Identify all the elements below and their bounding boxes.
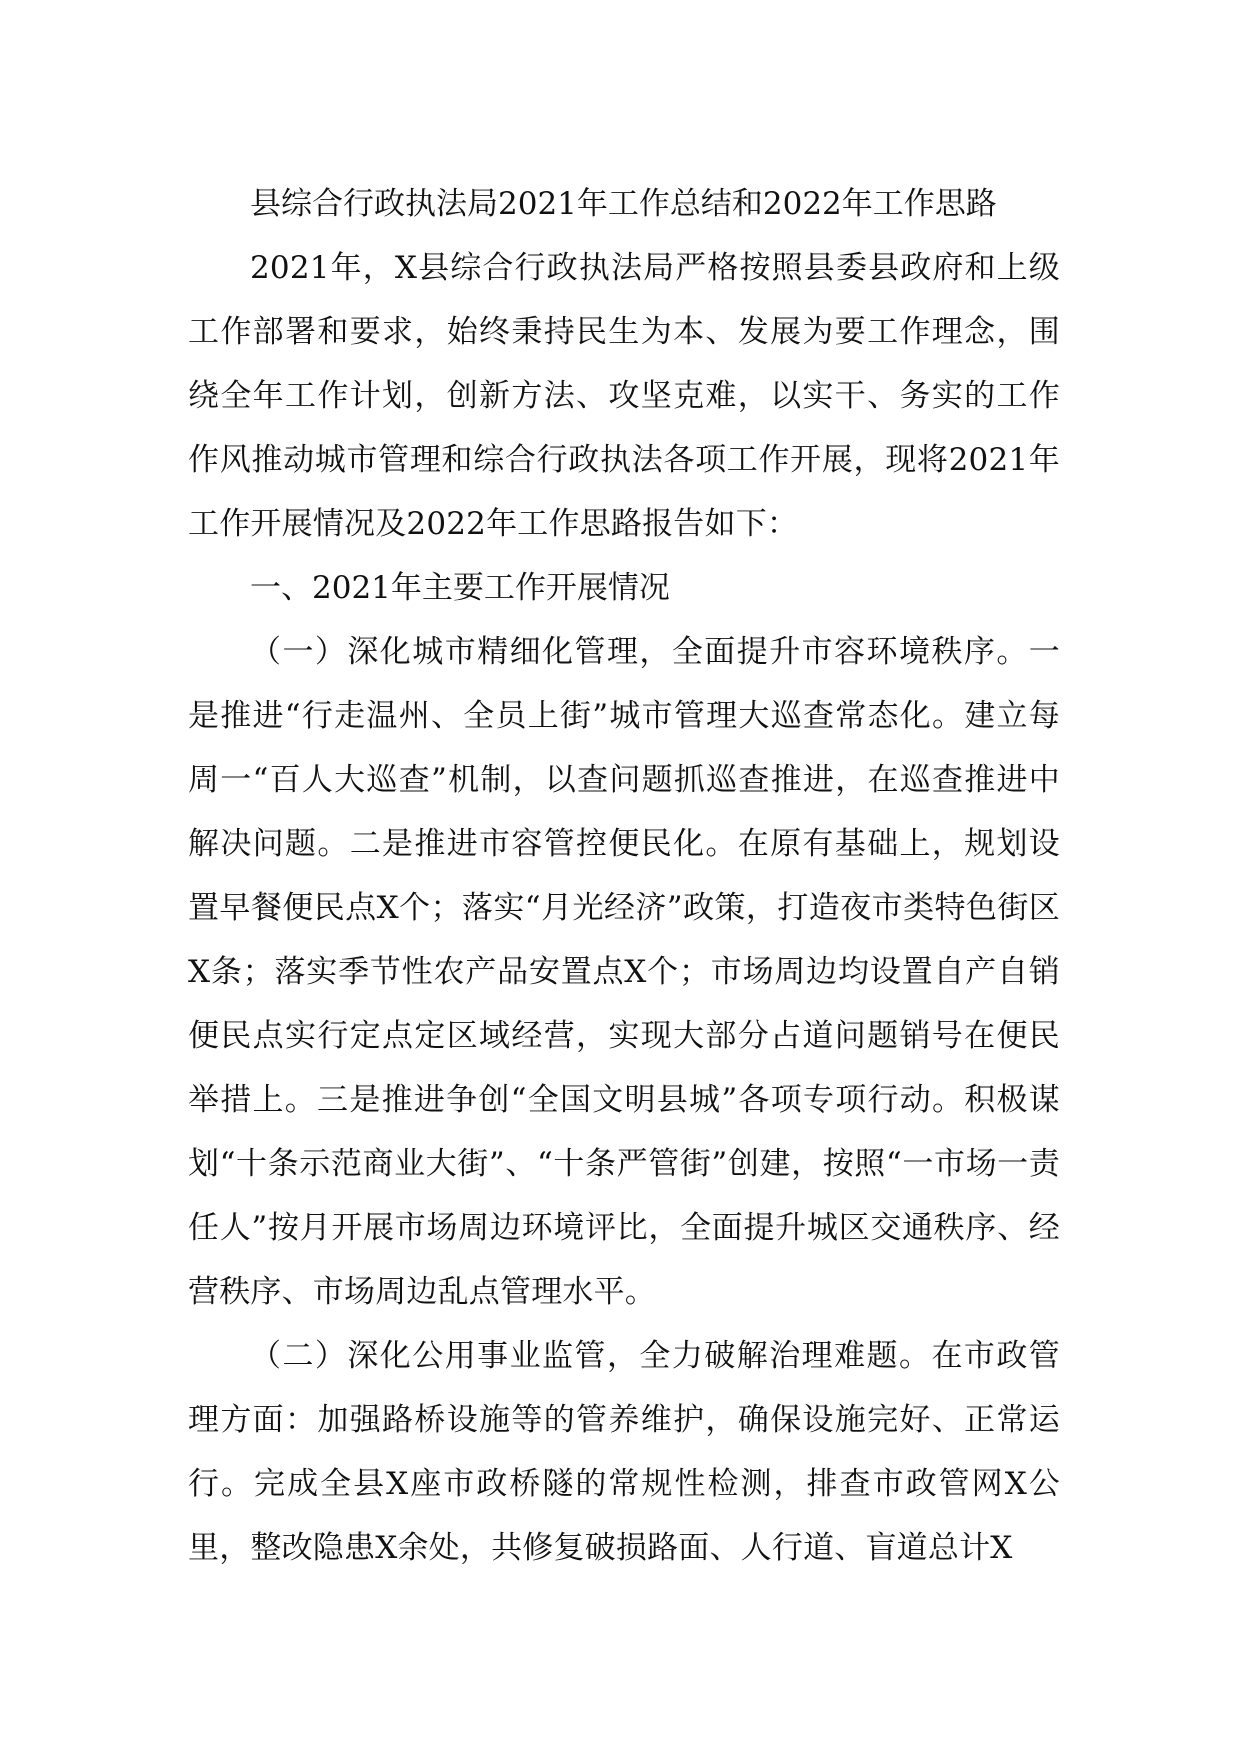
paragraph-2: （二）深化公用事业监管，全力破解治理难题。在市政管理方面：加强路桥设施等的管养维护，确保设施完好、正常运行。完成全县X座市政桥隧的常规性检测，排查市政管网X公里，整改隐患X余处，共修复破损路面、人行道、盲道总计X [188, 1338, 1060, 1566]
document-body [188, 172, 1060, 1580]
section-heading-1: 一、2021年主要工作开展情况 [250, 570, 670, 606]
paragraph-1: （一）深化城市精细化管理，全面提升市容环境秩序。一是推进“行走温州、全员上街”城市管理大巡查常态化。建立每周一“百人大巡查”机制，以查问题抓巡查推进，在巡查推进中解决问题。二是推进市容管控便民化。在原有基础上，规划设置早餐便民点X个；落实“月光经济”政策，打造夜市类特色街区X条；落实季节性农产品安置点X个；市场周边均设置自产自销便民点实行定点定区域经营，实现大部分占道问题销号在便民举措上。三是推进争创“全国文明县城”各项专项行动。积极谋划“十条示范商业大街”、“十条严管街”创建，按照“一市场一责任人”按月开展市场周边环境评比，全面提升城区交通秩序、经营秩序、市场周边乱点管理水平。 [188, 634, 1060, 1310]
intro-paragraph: 2021年，X县综合行政执法局严格按照县委县政府和上级工作部署和要求，始终秉持民生为本、发展为要工作理念，围绕全年工作计划，创新方法、攻坚克难，以实干、务实的工作作风推动城市管理和综合行政执法各项工作开展，现将2021年工作开展情况及2022年工作思路报告如下： [188, 250, 1060, 542]
document-title: 县综合行政执法局2021年工作总结和2022年工作思路 [250, 186, 997, 222]
